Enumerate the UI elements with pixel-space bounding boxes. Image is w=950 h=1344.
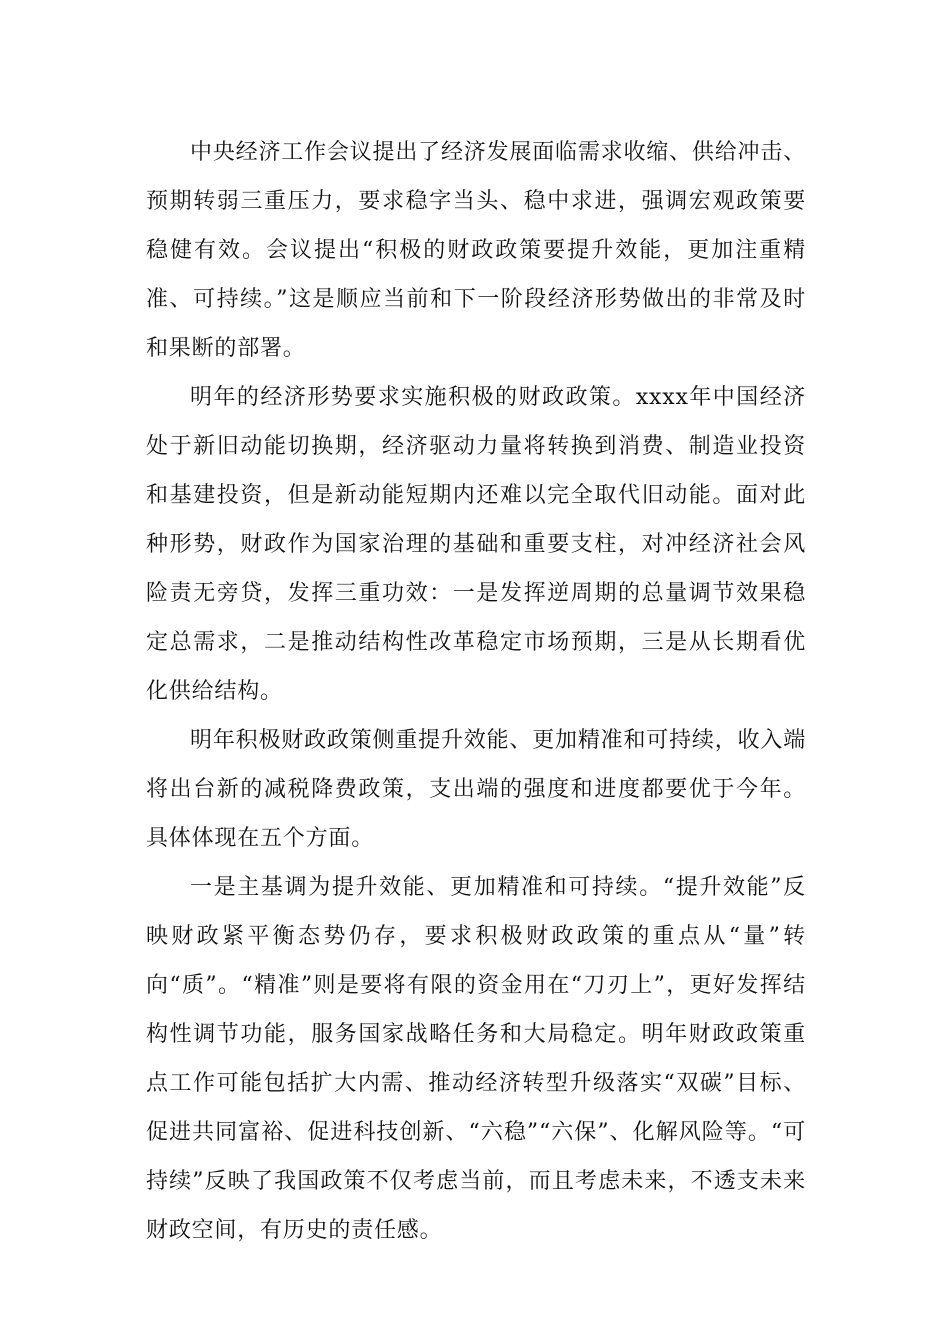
paragraph-3: 明年积极财政政策侧重提升效能、更加精准和可持续，收入端将出台新的减税降费政策，支出端的强度和进度都要优于今年。具体体现在五个方面。 [146, 728, 806, 851]
paragraph-2: 明年的经济形势要求实施积极的财政政策。xxxx年中国经济处于新旧动能切换期，经济驱动力量将转换到消费、制造业投资和基建投资，但是新动能短期内还难以完全取代旧动能。面对此种形势，财政作为国家治理的基础和重要支柱，对冲经济社会风险责无旁贷，发挥三重功效：一是发挥逆周期的总量调节效果稳定总需求，二是推动结构性改革稳定市场预期，三是从长期看优化供给结构。 [146, 385, 806, 704]
paragraph-4: 一是主基调为提升效能、更加精准和可持续。“提升效能”反映财政紧平衡态势仍存，要求积极财政政策的重点从“量”转向“质”。“精准”则是要将有限的资金用在“刀刃上”，更好发挥结构性调节功能，服务国家战略任务和大局稳定。明年财政政策重点工作可能包括扩大内需、推动经济转型升级落实“双碳”目标、促进共同富裕、促进科技创新、“六稳”“六保”、化解风险等。“可持续”反映了我国政策不仅考虑当前，而且考虑未来，不透支未来财政空间，有历史的责任感。 [146, 875, 806, 1243]
document-body [146, 128, 806, 1255]
paragraph-1: 中央经济工作会议提出了经济发展面临需求收缩、供给冲击、预期转弱三重压力，要求稳字当头、稳中求进，强调宏观政策要稳健有效。会议提出“积极的财政政策要提升效能，更加注重精准、可持续。”这是顺应当前和下一阶段经济形势做出的非常及时和果断的部署。 [146, 140, 806, 361]
